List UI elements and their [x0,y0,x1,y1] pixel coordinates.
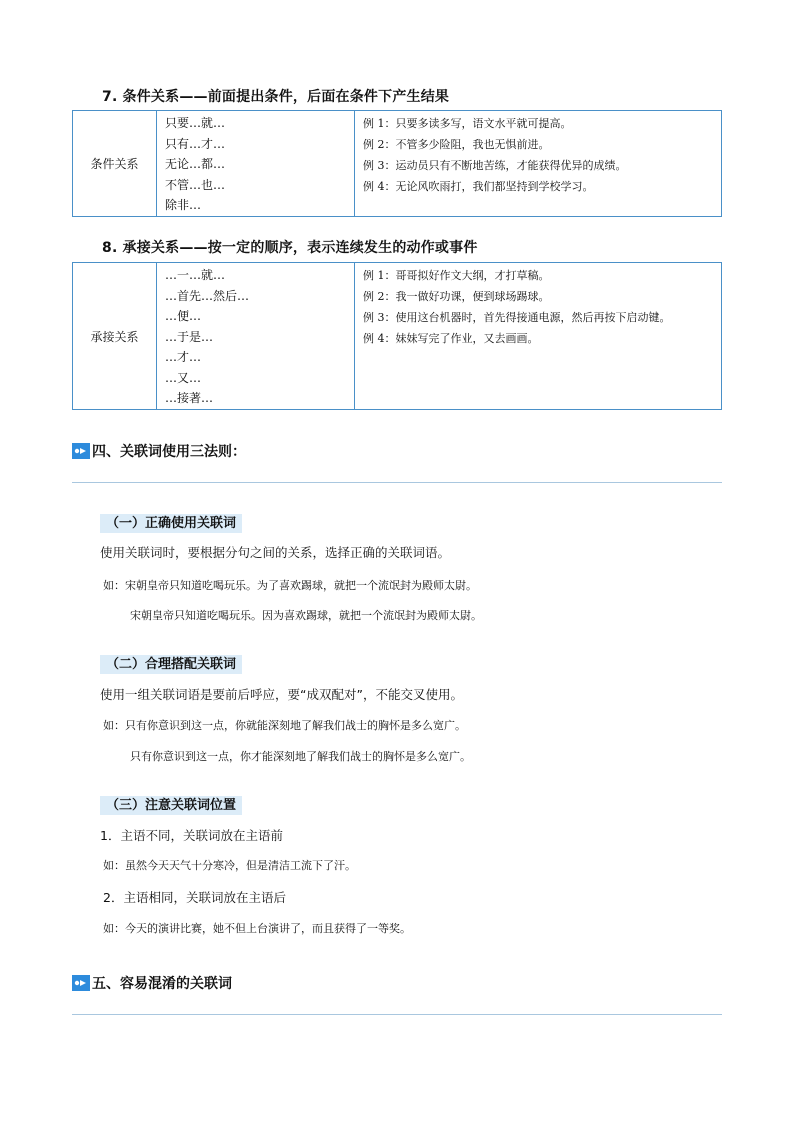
connective-word: …首先…然后… [165,288,250,303]
rule-two-example-2: 只有你意识到这一点，你才能深刻地了解我们战士的胸怀是多么宽广。 [130,750,471,763]
conditional-relation-table [72,110,722,217]
example-sentence: 例 2：我一做好功课，便到球场踢球。 [363,290,550,303]
example-sentence: 例 4：无论风吹雨打，我们都坚持到学校学习。 [363,180,594,193]
connective-word: 只要…就… [165,116,226,130]
example-sentence: 例 1：只要多读多写，语文水平就可提高。 [363,117,572,130]
example-sentence: 例 1：哥哥拟好作文大纲，才打草稿。 [363,269,550,282]
examples-cell [355,263,722,410]
divider [72,1014,722,1015]
connective-word: …才… [165,350,202,364]
connective-words-cell [157,263,355,410]
section-8-title: 8. 承接关系——按一定的顺序，表示连续发生的动作或事件 [102,240,478,256]
rule-one-text: 使用关联词时，要根据分句之间的关系，选择正确的关联词语。 [100,545,451,560]
heading-four-text: 四、关联词使用三法则： [92,444,246,460]
rule-three-example-1: 如：虽然今天天气十分寒冷，但是清洁工流下了汗。 [103,859,356,872]
rule-one-example-2: 宋朝皇帝只知道吃喝玩乐。因为喜欢踢球，就把一个流氓封为殿师太尉。 [130,609,482,622]
rule-three-example-2: 如：今天的演讲比赛，她不但上台演讲了，而且获得了一等奖。 [103,922,411,935]
connective-word: 不管…也… [165,177,226,192]
rule-two-example-1: 如：只有你意识到这一点，你就能深刻地了解我们战士的胸怀是多么宽广。 [103,719,466,732]
example-sentence: 例 3：使用这台机器时，首先得接通电源，然后再按下启动键。 [363,311,671,324]
rule-one-example-1: 如：宋朝皇帝只知道吃喝玩乐。为了喜欢踢球，就把一个流氓封为殿师太尉。 [103,579,477,592]
category-cell: 条件关系 [73,111,157,217]
connective-word: 只有…才… [165,136,226,151]
arrow-right-icon [72,975,90,991]
heading-five [72,973,232,993]
heading-five-text: 五、容易混淆的关联词 [92,976,232,992]
examples-cell [355,111,722,217]
connective-word: 除非… [165,198,202,212]
rule-two-label: （二）合理搭配关联词 [100,653,242,672]
section-7-title: 7. 条件关系——前面提出条件，后面在条件下产生结果 [102,89,450,105]
divider [72,482,722,483]
sequential-relation-table [72,262,722,410]
rule-three-item-2: 2．主语相同，关联词放在主语后 [103,890,286,905]
example-sentence: 例 2：不管多少险阻，我也无惧前进。 [363,138,550,151]
connective-word: 无论…都… [165,157,226,171]
example-sentence: 例 4：妹妹写完了作业，又去画画。 [363,332,539,345]
connective-word: …于是… [165,329,214,344]
connective-word: …接著… [165,391,214,405]
connective-word: …便… [165,309,202,323]
example-sentence: 例 3：运动员只有不断地苦练，才能获得优异的成绩。 [363,159,627,172]
connective-word: …一…就… [165,268,226,282]
connective-words-cell [157,111,355,217]
arrow-right-icon [72,443,90,459]
category-cell: 承接关系 [73,263,157,410]
rule-three-label: （三）注意关联词位置 [100,794,242,813]
connective-word: …又… [165,370,202,385]
heading-four [72,441,246,461]
rule-three-item-1: 1．主语不同，关联词放在主语前 [100,828,283,843]
rule-two-text: 使用一组关联词语是要前后呼应，要“成双配对”，不能交叉使用。 [100,687,463,702]
rule-one-label: （一）正确使用关联词 [100,512,242,531]
